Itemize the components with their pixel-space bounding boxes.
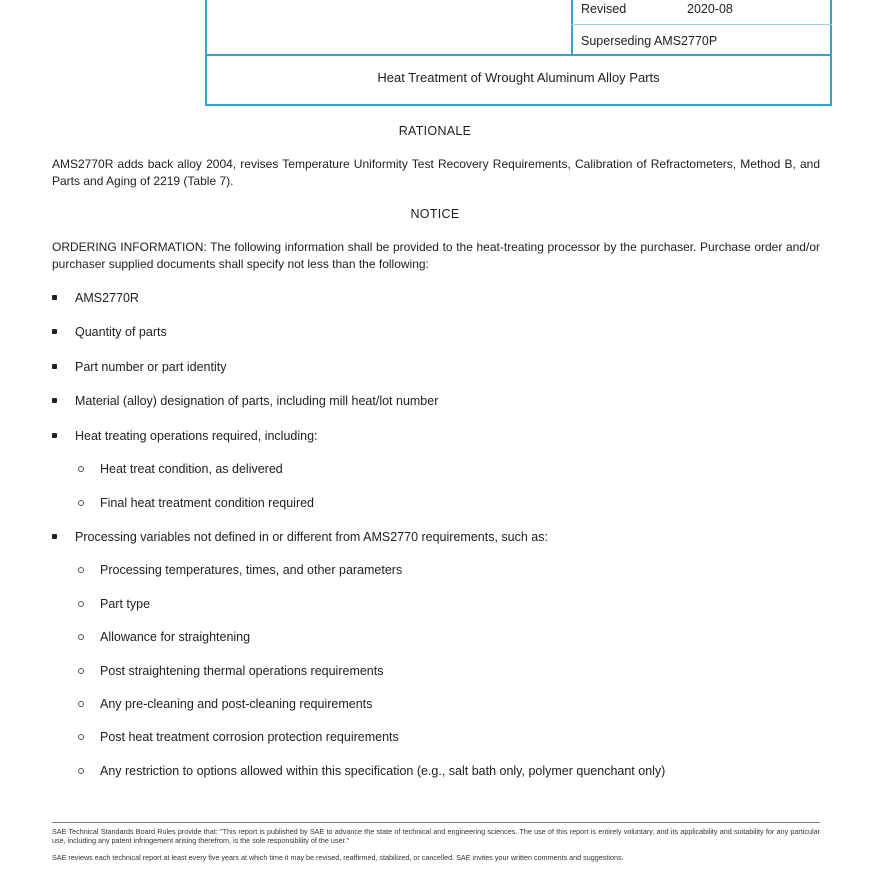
sub-bullet-icon: [78, 500, 84, 506]
bullet-icon: [52, 534, 57, 539]
superseding-text: Superseding AMS2770P: [581, 34, 718, 48]
list-item: Part number or part identity: [52, 360, 226, 374]
document-header-box: [205, 0, 832, 106]
ordering-information-text: ORDERING INFORMATION: The following information shall be provided to the heat-treating processor by the purchaser. Purchase order and/or purchaser supplied documents shall specify not less than the following:: [52, 240, 820, 271]
sub-bullet-icon: [78, 634, 84, 640]
rationale-text: AMS2770R adds back alloy 2004, revises Temperature Uniformity Test Recovery Requirements, Calibration of Refractometers, Method B, and Parts and Aging of 2219 (Table 7).: [52, 157, 820, 188]
sub-list-item: Post straightening thermal operations requirements: [78, 664, 383, 678]
footer-disclaimer: SAE Technical Standards Board Rules provide that: "This report is published by SAE to advance the state of technical and engineering sciences. The use of this report is entirely voluntary, and its applicability and suitability for any particular use, including any patent infringement arising therefrom, is the sole responsibility of the user.": [52, 827, 820, 845]
bullet-icon: [52, 329, 57, 334]
sub-list-item: Part type: [78, 597, 150, 611]
sub-bullet-icon: [78, 701, 84, 707]
header-inner-divider: [571, 24, 832, 25]
list-item: Heat treating operations required, including:: [52, 429, 318, 443]
footer-divider: [52, 822, 820, 823]
sub-bullet-icon: [78, 768, 84, 774]
sub-list-item: Any restriction to options allowed within this specification (e.g., salt bath only, polymer quenchant only): [78, 764, 665, 778]
sub-bullet-icon: [78, 466, 84, 472]
sub-bullet-icon: [78, 601, 84, 607]
sub-bullet-icon: [78, 567, 84, 573]
sub-list-item: Post heat treatment corrosion protection requirements: [78, 730, 399, 744]
sub-list-item: Heat treat condition, as delivered: [78, 462, 283, 476]
sub-list-item: Any pre-cleaning and post-cleaning requirements: [78, 697, 372, 711]
revised-date: 2020-08: [687, 2, 733, 16]
header-horizontal-divider: [207, 54, 830, 56]
document-title: Heat Treatment of Wrought Aluminum Alloy Parts: [377, 70, 660, 85]
sub-list-item: Allowance for straightening: [78, 630, 250, 644]
notice-heading: NOTICE: [410, 207, 460, 221]
sub-list-item: Processing temperatures, times, and other parameters: [78, 563, 402, 577]
bullet-icon: [52, 295, 57, 300]
sub-list-item: Final heat treatment condition required: [78, 496, 314, 510]
header-vertical-divider: [571, 0, 573, 56]
list-item: Processing variables not defined in or different from AMS2770 requirements, such as:: [52, 530, 548, 544]
sub-bullet-icon: [78, 734, 84, 740]
bullet-icon: [52, 364, 57, 369]
footer-review-notice: SAE reviews each technical report at least every five years at which time it may be revised, reaffirmed, stabilized, or cancelled. SAE invites your written comments and suggestions.: [52, 853, 624, 862]
list-item: Quantity of parts: [52, 325, 167, 339]
list-item: Material (alloy) designation of parts, including mill heat/lot number: [52, 394, 438, 408]
bullet-icon: [52, 398, 57, 403]
revised-label: Revised: [581, 2, 627, 16]
bullet-icon: [52, 433, 57, 438]
list-item: AMS2770R: [52, 291, 139, 305]
rationale-heading: RATIONALE: [398, 124, 472, 138]
sub-bullet-icon: [78, 668, 84, 674]
